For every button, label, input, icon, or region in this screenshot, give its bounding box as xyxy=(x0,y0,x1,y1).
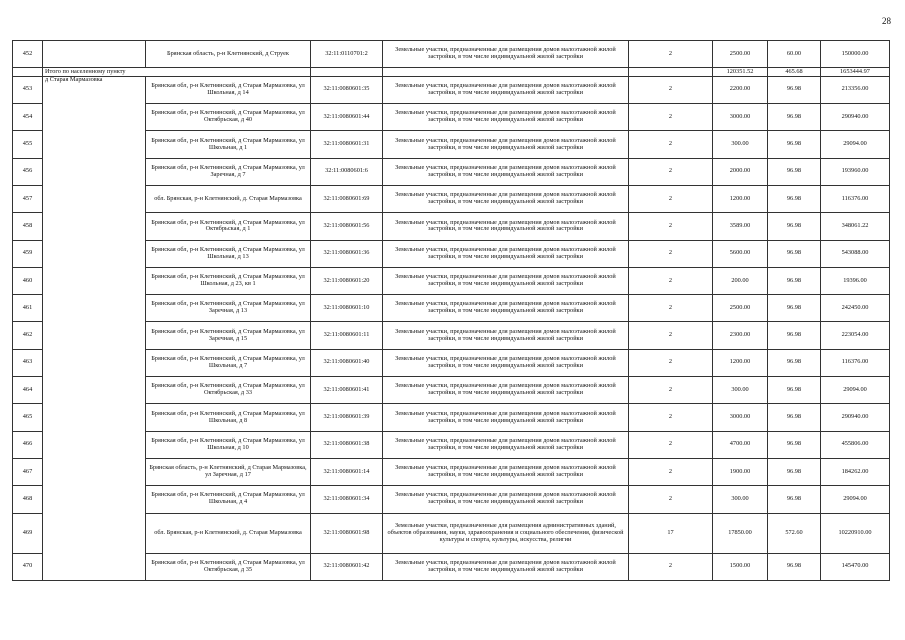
locality-cell xyxy=(43,41,146,68)
area-cell: 300.00 xyxy=(713,486,768,513)
subtotal-label: Итого по населенному пункту xyxy=(43,68,311,77)
row-number: 468 xyxy=(13,486,43,513)
cadastral-number-cell: 32:11:0080601:44 xyxy=(311,104,383,131)
group-cell: 2 xyxy=(629,349,713,376)
cadastral-number-cell: 32:11:0080601:10 xyxy=(311,295,383,322)
land-purpose-cell: Земельные участки, предназначенные для размещения домов малоэтажной жилой застройки, в том числе индивидуальной жилой застройки xyxy=(383,76,629,103)
land-purpose-cell: Земельные участки, предназначенные для размещения домов малоэтажной жилой застройки, в том числе индивидуальной жилой застройки xyxy=(383,553,629,580)
locality-name: д Старая Мармазовка xyxy=(43,76,146,580)
cadastral-number-cell: 32:11:0080601:98 xyxy=(311,513,383,553)
cadastral-value-cell: 543088.00 xyxy=(821,240,890,267)
area-cell: 5600.00 xyxy=(713,240,768,267)
area-cell: 1500.00 xyxy=(713,553,768,580)
specific-value-cell: 60.00 xyxy=(768,41,821,68)
group-cell: 2 xyxy=(629,322,713,349)
address-cell: Брянская обл, р-н Клетнянский, д Старая Мармазовка, ул Октябрьская, д 35 xyxy=(146,553,311,580)
cadastral-value-cell: 116376.00 xyxy=(821,349,890,376)
page-number: 28 xyxy=(882,16,891,26)
cadastral-value-cell: 213356.00 xyxy=(821,76,890,103)
cadastral-value-cell: 19396.00 xyxy=(821,267,890,294)
land-purpose-cell: Земельные участки, предназначенные для размещения домов малоэтажной жилой застройки, в том числе индивидуальной жилой застройки xyxy=(383,458,629,485)
cadastral-number-cell: 32:11:0080601:38 xyxy=(311,431,383,458)
subtotal-cadastral-value: 1653444.97 xyxy=(821,68,890,77)
specific-value-cell: 572.60 xyxy=(768,513,821,553)
address-cell: Брянская обл, р-н Клетнянский, д Старая Мармазовка, ул Октябрьская, д 1 xyxy=(146,213,311,240)
address-cell: Брянская обл, р-н Клетнянский, д Старая Мармазовка, ул Школьная, д 4 xyxy=(146,486,311,513)
group-cell: 2 xyxy=(629,431,713,458)
address-cell: Брянская обл, р-н Клетнянский, д Старая Мармазовка, ул Заречная, д 15 xyxy=(146,322,311,349)
cadastral-value-cell: 116376.00 xyxy=(821,185,890,212)
address-cell: Брянская обл, р-н Клетнянский, д Старая Мармазовка, ул Октябрьская, д 33 xyxy=(146,377,311,404)
land-purpose-cell: Земельные участки, предназначенные для размещения домов малоэтажной жилой застройки, в том числе индивидуальной жилой застройки xyxy=(383,104,629,131)
cadastral-value-cell: 290940.00 xyxy=(821,104,890,131)
specific-value-cell: 96.98 xyxy=(768,295,821,322)
land-purpose-cell: Земельные участки, предназначенные для размещения домов малоэтажной жилой застройки, в том числе индивидуальной жилой застройки xyxy=(383,240,629,267)
cadastral-number-cell: 32:11:0080601:35 xyxy=(311,76,383,103)
cadastral-value-cell: 145470.00 xyxy=(821,553,890,580)
address-cell: Брянская область, р-н Клетнянский, д Старая Мармазовка, ул Заречная, д 17 xyxy=(146,458,311,485)
land-purpose-cell: Земельные участки, предназначенные для размещения домов малоэтажной жилой застройки, в том числе индивидуальной жилой застройки xyxy=(383,267,629,294)
row-number: 459 xyxy=(13,240,43,267)
cadastral-number-cell: 32:11:0080601:42 xyxy=(311,553,383,580)
row-number: 463 xyxy=(13,349,43,376)
specific-value-cell: 96.98 xyxy=(768,377,821,404)
row-number: 467 xyxy=(13,458,43,485)
cadastral-number-cell: 32:11:0080601:41 xyxy=(311,377,383,404)
cadastral-number-cell: 32:11:0080601:40 xyxy=(311,349,383,376)
address-cell: Брянская обл, р-н Клетнянский, д Старая Мармазовка, ул Школьная, д 8 xyxy=(146,404,311,431)
cadastral-value-cell: 184262.00 xyxy=(821,458,890,485)
specific-value-cell: 96.98 xyxy=(768,404,821,431)
area-cell: 2000.00 xyxy=(713,158,768,185)
area-cell: 2300.00 xyxy=(713,322,768,349)
cadastral-number-cell: 32:11:0080601:69 xyxy=(311,185,383,212)
cadastral-number-cell: 32:11:0080601:31 xyxy=(311,131,383,158)
area-cell: 4700.00 xyxy=(713,431,768,458)
address-cell: обл. Брянская, р-н Клетнянский, д. Старая Мармазовка xyxy=(146,513,311,553)
group-cell: 2 xyxy=(629,185,713,212)
area-cell: 2200.00 xyxy=(713,76,768,103)
specific-value-cell: 96.98 xyxy=(768,431,821,458)
group-cell: 17 xyxy=(629,513,713,553)
area-cell: 1900.00 xyxy=(713,458,768,485)
area-cell: 2500.00 xyxy=(713,41,768,68)
specific-value-cell: 96.98 xyxy=(768,267,821,294)
group-cell: 2 xyxy=(629,240,713,267)
address-cell: Брянская обл, р-н Клетнянский, д Старая Мармазовка, ул Школьная, д 10 xyxy=(146,431,311,458)
specific-value-cell: 96.98 xyxy=(768,76,821,103)
land-purpose-cell: Земельные участки, предназначенные для размещения домов малоэтажной жилой застройки, в том числе индивидуальной жилой застройки xyxy=(383,41,629,68)
group-cell: 2 xyxy=(629,104,713,131)
row-number: 458 xyxy=(13,213,43,240)
group-cell: 2 xyxy=(629,486,713,513)
specific-value-cell: 96.98 xyxy=(768,553,821,580)
specific-value-cell: 96.98 xyxy=(768,185,821,212)
land-purpose-cell: Земельные участки, предназначенные для размещения домов малоэтажной жилой застройки, в том числе индивидуальной жилой застройки xyxy=(383,158,629,185)
land-purpose-cell: Земельные участки, предназначенные для размещения домов малоэтажной жилой застройки, в том числе индивидуальной жилой застройки xyxy=(383,349,629,376)
cadastral-value-cell: 29094.00 xyxy=(821,377,890,404)
row-number: 456 xyxy=(13,158,43,185)
specific-value-cell: 96.98 xyxy=(768,131,821,158)
address-cell: Брянская обл, р-н Клетнянский, д Старая Мармазовка, ул Заречная, д 7 xyxy=(146,158,311,185)
row-number: 464 xyxy=(13,377,43,404)
area-cell: 2500.00 xyxy=(713,295,768,322)
row-number: 470 xyxy=(13,553,43,580)
area-cell: 17850.00 xyxy=(713,513,768,553)
cadastral-number-cell: 32:11:0110701:2 xyxy=(311,41,383,68)
area-cell: 3589.00 xyxy=(713,213,768,240)
land-purpose-cell: Земельные участки, предназначенные для размещения домов малоэтажной жилой застройки, в том числе индивидуальной жилой застройки xyxy=(383,486,629,513)
specific-value-cell: 96.98 xyxy=(768,322,821,349)
address-cell: Брянская обл, р-н Клетнянский, д Старая Мармазовка, ул Школьная, д 23, кв 1 xyxy=(146,267,311,294)
cadastral-number-cell: 32:11:0080601:39 xyxy=(311,404,383,431)
address-cell: Брянская обл, р-н Клетнянский, д Старая Мармазовка, ул Школьная, д 13 xyxy=(146,240,311,267)
subtotal-area: 120351.52 xyxy=(713,68,768,77)
row-number: 455 xyxy=(13,131,43,158)
area-cell: 3000.00 xyxy=(713,404,768,431)
land-purpose-cell: Земельные участки, предназначенные для размещения домов малоэтажной жилой застройки, в том числе индивидуальной жилой застройки xyxy=(383,295,629,322)
group-cell: 2 xyxy=(629,158,713,185)
address-cell: Брянская обл, р-н Клетнянский, д Старая Мармазовка, ул Октябрьская, д 40 xyxy=(146,104,311,131)
group-cell: 2 xyxy=(629,267,713,294)
specific-value-cell: 96.98 xyxy=(768,458,821,485)
cadastral-value-cell: 193960.00 xyxy=(821,158,890,185)
group-cell: 2 xyxy=(629,377,713,404)
row-number: 469 xyxy=(13,513,43,553)
land-purpose-cell: Земельные участки, предназначенные для размещения домов малоэтажной жилой застройки, в том числе индивидуальной жилой застройки xyxy=(383,213,629,240)
table-row xyxy=(13,76,890,103)
specific-value-cell: 96.98 xyxy=(768,349,821,376)
group-cell: 2 xyxy=(629,295,713,322)
cadastral-number-cell: 32:11:0080601:34 xyxy=(311,486,383,513)
cadastral-value-cell: 242450.00 xyxy=(821,295,890,322)
cadastral-value-cell: 29094.00 xyxy=(821,486,890,513)
cadastral-value-cell: 223054.00 xyxy=(821,322,890,349)
land-purpose-cell: Земельные участки, предназначенные для размещения домов малоэтажной жилой застройки, в том числе индивидуальной жилой застройки xyxy=(383,322,629,349)
group-cell: 2 xyxy=(629,41,713,68)
cadastral-number-cell: 32:11:0080601:6 xyxy=(311,158,383,185)
land-purpose-cell: Земельные участки, предназначенные для размещения домов малоэтажной жилой застройки, в том числе индивидуальной жилой застройки xyxy=(383,131,629,158)
row-number: 462 xyxy=(13,322,43,349)
table-row xyxy=(13,41,890,68)
subtotal-row xyxy=(13,68,890,77)
row-number: 461 xyxy=(13,295,43,322)
address-cell: Брянская обл, р-н Клетнянский, д Старая Мармазовка, ул Заречная, д 13 xyxy=(146,295,311,322)
cadastral-value-table xyxy=(12,40,890,581)
cadastral-number-cell: 32:11:0080601:56 xyxy=(311,213,383,240)
specific-value-cell: 96.98 xyxy=(768,486,821,513)
specific-value-cell: 96.98 xyxy=(768,240,821,267)
cadastral-value-cell: 29094.00 xyxy=(821,131,890,158)
cadastral-number-cell: 32:11:0080601:14 xyxy=(311,458,383,485)
address-cell: Брянская область, р-н Клетнянский, д Струек xyxy=(146,41,311,68)
cadastral-value-cell: 150000.00 xyxy=(821,41,890,68)
group-cell: 2 xyxy=(629,458,713,485)
address-cell: Брянская обл, р-н Клетнянский, д Старая Мармазовка, ул Школьная, д 14 xyxy=(146,76,311,103)
group-cell: 2 xyxy=(629,213,713,240)
cadastral-value-cell: 455806.00 xyxy=(821,431,890,458)
row-number: 460 xyxy=(13,267,43,294)
area-cell: 300.00 xyxy=(713,131,768,158)
row-number: 466 xyxy=(13,431,43,458)
cadastral-number-cell: 32:11:0080601:11 xyxy=(311,322,383,349)
land-purpose-cell: Земельные участки, предназначенные для размещения домов малоэтажной жилой застройки, в том числе индивидуальной жилой застройки xyxy=(383,431,629,458)
row-number: 465 xyxy=(13,404,43,431)
address-cell: обл. Брянская, р-н Клетнянский, д. Старая Мармазовка xyxy=(146,185,311,212)
row-number: 454 xyxy=(13,104,43,131)
cadastral-value-cell: 290940.00 xyxy=(821,404,890,431)
land-purpose-cell: Земельные участки, предназначенные для размещения домов малоэтажной жилой застройки, в том числе индивидуальной жилой застройки xyxy=(383,404,629,431)
cadastral-value-cell: 348061.22 xyxy=(821,213,890,240)
row-number: 457 xyxy=(13,185,43,212)
specific-value-cell: 96.98 xyxy=(768,158,821,185)
subtotal-specific-value: 465.68 xyxy=(768,68,821,77)
land-purpose-cell: Земельные участки, предназначенные для размещения административных зданий, объектов образования, науки, здравоохранения и социального обеспечения, физической культуры и спорта, культуры, искусства, религии xyxy=(383,513,629,553)
group-cell: 2 xyxy=(629,76,713,103)
specific-value-cell: 96.98 xyxy=(768,104,821,131)
row-number: 452 xyxy=(13,41,43,68)
group-cell: 2 xyxy=(629,131,713,158)
group-cell: 2 xyxy=(629,404,713,431)
area-cell: 1200.00 xyxy=(713,185,768,212)
area-cell: 300.00 xyxy=(713,377,768,404)
land-purpose-cell: Земельные участки, предназначенные для размещения домов малоэтажной жилой застройки, в том числе индивидуальной жилой застройки xyxy=(383,185,629,212)
row-number: 453 xyxy=(13,76,43,103)
address-cell: Брянская обл, р-н Клетнянский, д Старая Мармазовка, ул Школьная, д 7 xyxy=(146,349,311,376)
cadastral-number-cell: 32:11:0080601:36 xyxy=(311,240,383,267)
address-cell: Брянская обл, р-н Клетнянский, д Старая Мармазовка, ул Школьная, д 1 xyxy=(146,131,311,158)
cadastral-value-cell: 10220910.00 xyxy=(821,513,890,553)
land-purpose-cell: Земельные участки, предназначенные для размещения домов малоэтажной жилой застройки, в том числе индивидуальной жилой застройки xyxy=(383,377,629,404)
specific-value-cell: 96.98 xyxy=(768,213,821,240)
group-cell: 2 xyxy=(629,553,713,580)
cadastral-number-cell: 32:11:0080601:20 xyxy=(311,267,383,294)
area-cell: 1200.00 xyxy=(713,349,768,376)
area-cell: 200.00 xyxy=(713,267,768,294)
area-cell: 3000.00 xyxy=(713,104,768,131)
